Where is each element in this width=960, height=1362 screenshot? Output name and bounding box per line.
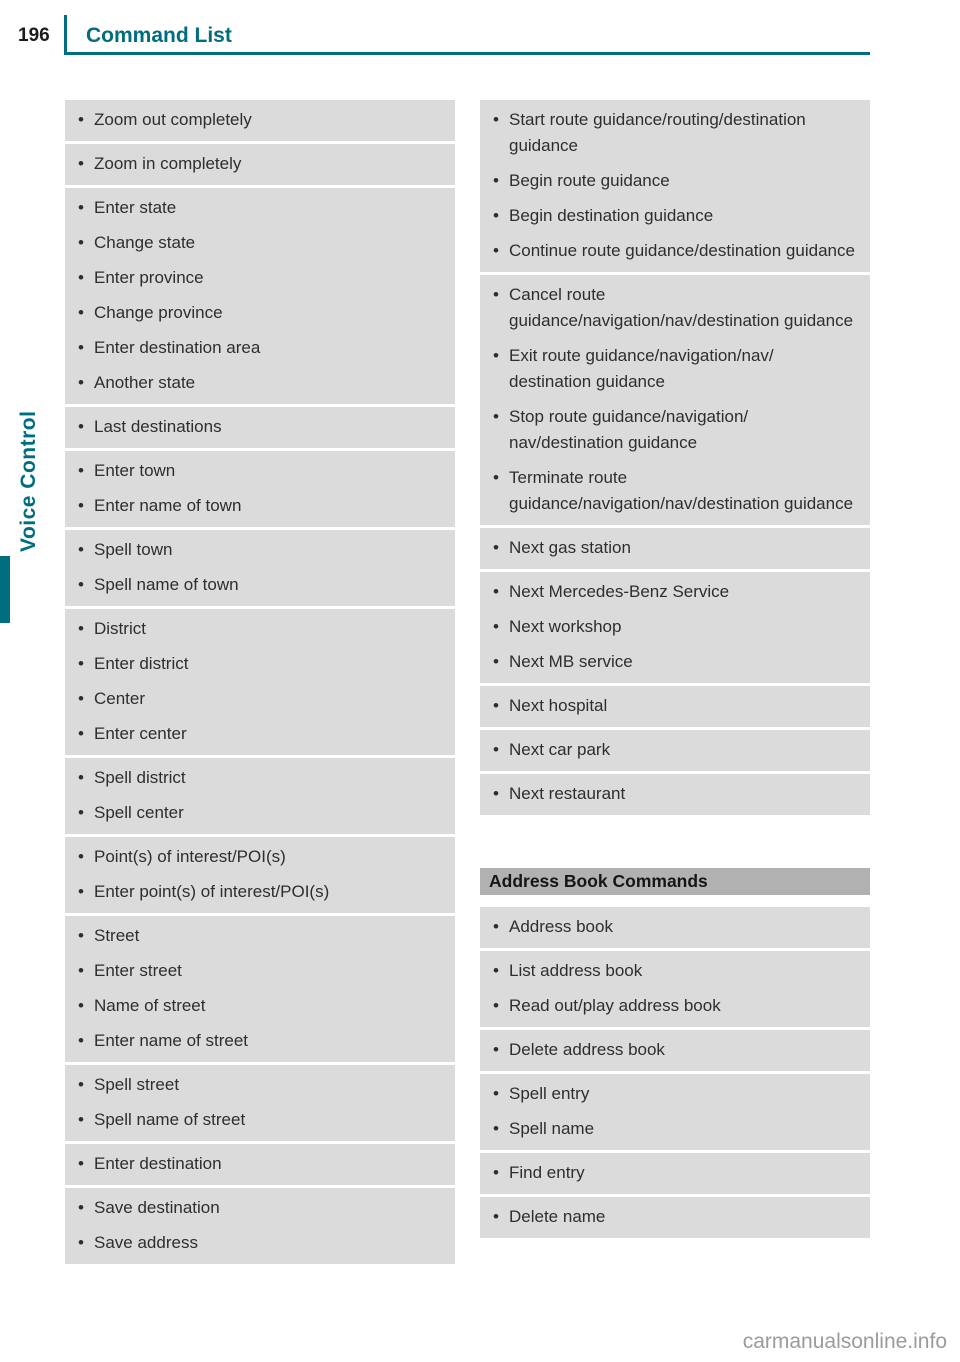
command-list	[490, 1200, 860, 1235]
command-group	[480, 1153, 870, 1194]
command-label: Enter destination area	[94, 338, 261, 357]
bullet-icon: •	[78, 1110, 84, 1129]
command-label: Spell district	[94, 768, 186, 787]
command-item	[75, 612, 445, 647]
bullet-icon: •	[493, 1163, 499, 1182]
command-list	[75, 1068, 445, 1138]
command-item	[75, 331, 445, 366]
command-list	[75, 191, 445, 401]
command-group	[65, 609, 455, 755]
command-label: Enter street	[94, 961, 182, 980]
command-list	[490, 777, 860, 812]
command-item	[75, 647, 445, 682]
bullet-icon: •	[78, 803, 84, 822]
command-label: Next Mercedes-Benz Service	[509, 582, 730, 601]
command-list	[75, 147, 445, 182]
command-list	[490, 1033, 860, 1068]
chapter-label: Voice Control	[17, 410, 40, 552]
command-list	[490, 278, 860, 522]
command-item	[75, 954, 445, 989]
bullet-icon: •	[493, 617, 499, 636]
command-label: Address book	[509, 917, 613, 936]
command-group	[480, 774, 870, 815]
command-group	[480, 100, 870, 272]
right-column	[480, 100, 870, 1238]
bullet-icon: •	[78, 882, 84, 901]
bullet-icon: •	[493, 468, 499, 487]
command-label: Enter center	[94, 724, 187, 743]
command-label: Terminate route guidance/navigation/nav/destination guidance	[509, 468, 854, 513]
command-label: Zoom out completely	[94, 110, 252, 129]
command-item	[490, 164, 860, 199]
command-group	[480, 275, 870, 525]
command-item	[490, 689, 860, 724]
bullet-icon: •	[493, 784, 499, 803]
command-label: District	[94, 619, 146, 638]
bullet-icon: •	[493, 285, 499, 304]
command-list	[75, 761, 445, 831]
command-item	[490, 777, 860, 812]
command-item	[75, 1068, 445, 1103]
command-group	[480, 730, 870, 771]
command-group	[65, 837, 455, 913]
command-label: Change state	[94, 233, 196, 252]
command-label: Next workshop	[509, 617, 622, 636]
bullet-icon: •	[78, 768, 84, 787]
command-label: Next MB service	[509, 652, 633, 671]
bullet-icon: •	[78, 654, 84, 673]
command-label: Start route guidance/routing/destination guidance	[509, 110, 806, 155]
command-list	[75, 103, 445, 138]
command-label: Begin destination guidance	[509, 206, 714, 225]
command-item	[75, 296, 445, 331]
bullet-icon: •	[78, 847, 84, 866]
bullet-icon: •	[493, 740, 499, 759]
command-label: Zoom in completely	[94, 154, 242, 173]
command-item	[490, 733, 860, 768]
command-label: Continue route guidance/destination guidance	[509, 241, 855, 260]
command-group	[480, 907, 870, 948]
bullet-icon: •	[78, 575, 84, 594]
command-label: Spell name	[509, 1119, 595, 1138]
command-group	[480, 1074, 870, 1150]
command-label: Find entry	[509, 1163, 585, 1182]
bullet-icon: •	[493, 652, 499, 671]
command-item	[75, 919, 445, 954]
command-label: Next hospital	[509, 696, 608, 715]
command-item	[490, 575, 860, 610]
bullet-icon: •	[493, 1040, 499, 1059]
bullet-icon: •	[493, 171, 499, 190]
command-label: Next restaurant	[509, 784, 626, 803]
bullet-icon: •	[78, 496, 84, 515]
command-label: Save destination	[94, 1198, 220, 1217]
command-list	[75, 454, 445, 524]
command-list	[490, 1077, 860, 1147]
command-item	[75, 454, 445, 489]
bullet-icon: •	[493, 582, 499, 601]
command-list	[75, 533, 445, 603]
command-label: Stop route guidance/navigation/ nav/destination guidance	[509, 407, 749, 452]
command-item	[75, 1024, 445, 1059]
command-item	[490, 1112, 860, 1147]
command-item	[75, 1103, 445, 1138]
command-item	[75, 568, 445, 603]
command-group	[65, 144, 455, 185]
command-group	[480, 686, 870, 727]
command-item	[75, 261, 445, 296]
bullet-icon: •	[493, 538, 499, 557]
command-item	[75, 717, 445, 752]
bullet-icon: •	[493, 1084, 499, 1103]
command-group	[480, 951, 870, 1027]
command-list	[490, 575, 860, 680]
command-item	[490, 989, 860, 1024]
command-item	[75, 191, 445, 226]
command-item	[75, 103, 445, 138]
command-list	[490, 689, 860, 724]
command-list	[75, 919, 445, 1059]
command-item	[75, 761, 445, 796]
command-label: Center	[94, 689, 146, 708]
command-item	[75, 226, 445, 261]
bullet-icon: •	[78, 338, 84, 357]
command-group	[65, 407, 455, 448]
command-group	[65, 188, 455, 404]
bullet-icon: •	[78, 198, 84, 217]
bullet-icon: •	[493, 407, 499, 426]
command-label: Exit route guidance/navigation/nav/ destination guidance	[509, 346, 774, 391]
command-item	[490, 610, 860, 645]
command-item	[75, 875, 445, 910]
header-vertical-rule	[64, 15, 67, 55]
header-horizontal-rule	[64, 52, 870, 55]
command-group	[480, 528, 870, 569]
command-item	[75, 147, 445, 182]
chapter-tab-marker	[0, 556, 10, 623]
bullet-icon: •	[78, 619, 84, 638]
command-group	[65, 451, 455, 527]
command-label: Enter destination	[94, 1154, 222, 1173]
page-number: 196	[18, 25, 50, 46]
command-label: Save address	[94, 1233, 198, 1252]
command-group	[65, 1065, 455, 1141]
bullet-icon: •	[78, 268, 84, 287]
command-label: List address book	[509, 961, 643, 980]
command-list	[75, 1147, 445, 1182]
command-list	[490, 910, 860, 945]
command-group	[480, 1197, 870, 1238]
command-item	[490, 339, 860, 400]
command-item	[75, 366, 445, 401]
section-header: Address Book Commands	[480, 868, 870, 895]
command-item	[490, 461, 860, 522]
command-item	[490, 400, 860, 461]
command-list	[75, 840, 445, 910]
command-group	[65, 530, 455, 606]
bullet-icon: •	[78, 417, 84, 436]
command-list	[490, 531, 860, 566]
command-list	[490, 103, 860, 269]
bullet-icon: •	[78, 110, 84, 129]
command-label: Delete address book	[509, 1040, 665, 1059]
command-label: Point(s) of interest/POI(s)	[94, 847, 286, 866]
bullet-icon: •	[493, 696, 499, 715]
command-list	[490, 1156, 860, 1191]
command-label: Begin route guidance	[509, 171, 670, 190]
command-label: Spell street	[94, 1075, 180, 1094]
command-label: Change province	[94, 303, 223, 322]
command-label: Spell entry	[509, 1084, 590, 1103]
command-group	[65, 1144, 455, 1185]
command-list	[490, 954, 860, 1024]
bullet-icon: •	[78, 961, 84, 980]
page-title: Command List	[86, 24, 232, 47]
bullet-icon: •	[493, 206, 499, 225]
command-label: Spell name of street	[94, 1110, 246, 1129]
bullet-icon: •	[78, 1198, 84, 1217]
bullet-icon: •	[78, 724, 84, 743]
bullet-icon: •	[78, 689, 84, 708]
command-item	[490, 910, 860, 945]
bullet-icon: •	[493, 1119, 499, 1138]
command-item	[490, 234, 860, 269]
command-item	[75, 682, 445, 717]
command-item	[490, 1200, 860, 1235]
command-list	[75, 410, 445, 445]
command-item	[75, 1191, 445, 1226]
command-label: Enter point(s) of interest/POI(s)	[94, 882, 330, 901]
command-item	[490, 199, 860, 234]
bullet-icon: •	[78, 1031, 84, 1050]
command-item	[75, 1147, 445, 1182]
bullet-icon: •	[493, 917, 499, 936]
command-item	[490, 1033, 860, 1068]
command-group	[65, 100, 455, 141]
bullet-icon: •	[493, 241, 499, 260]
command-item	[490, 103, 860, 164]
command-group	[480, 1030, 870, 1071]
command-group	[480, 572, 870, 683]
command-group	[65, 1188, 455, 1264]
command-label: Enter name of street	[94, 1031, 249, 1050]
command-label: Spell town	[94, 540, 173, 559]
command-label: Spell center	[94, 803, 184, 822]
bullet-icon: •	[493, 996, 499, 1015]
command-item	[490, 954, 860, 989]
command-label: Another state	[94, 373, 196, 392]
left-column	[65, 100, 455, 1264]
bullet-icon: •	[78, 303, 84, 322]
bullet-icon: •	[493, 961, 499, 980]
bullet-icon: •	[78, 154, 84, 173]
command-label: Cancel route guidance/navigation/nav/destination guidance	[509, 285, 854, 330]
command-item	[490, 1077, 860, 1112]
bullet-icon: •	[493, 110, 499, 129]
command-label: Next car park	[509, 740, 611, 759]
command-label: Read out/play address book	[509, 996, 721, 1015]
command-item	[75, 840, 445, 875]
bullet-icon: •	[78, 461, 84, 480]
bullet-icon: •	[78, 540, 84, 559]
command-label: Name of street	[94, 996, 206, 1015]
command-item	[75, 410, 445, 445]
command-item	[75, 1226, 445, 1261]
watermark: carmanualsonline.info	[742, 1330, 947, 1353]
bullet-icon: •	[78, 1075, 84, 1094]
command-item	[75, 989, 445, 1024]
command-item	[75, 796, 445, 831]
command-item	[490, 278, 860, 339]
bullet-icon: •	[78, 373, 84, 392]
command-label: Next gas station	[509, 538, 631, 557]
bullet-icon: •	[78, 1154, 84, 1173]
bullet-icon: •	[78, 233, 84, 252]
command-list	[75, 612, 445, 752]
bullet-icon: •	[78, 1233, 84, 1252]
command-list	[75, 1191, 445, 1261]
command-list	[490, 733, 860, 768]
command-item	[75, 489, 445, 524]
command-item	[490, 1156, 860, 1191]
bullet-icon: •	[493, 346, 499, 365]
command-item	[75, 533, 445, 568]
command-label: Spell name of town	[94, 575, 239, 594]
bullet-icon: •	[493, 1207, 499, 1226]
command-label: Enter province	[94, 268, 204, 287]
bullet-icon: •	[78, 996, 84, 1015]
command-group	[65, 916, 455, 1062]
command-item	[490, 531, 860, 566]
command-label: Street	[94, 926, 140, 945]
command-label: Enter state	[94, 198, 177, 217]
command-label: Last destinations	[94, 417, 222, 436]
command-item	[490, 645, 860, 680]
bullet-icon: •	[78, 926, 84, 945]
command-label: Enter town	[94, 461, 176, 480]
command-label: Enter district	[94, 654, 189, 673]
command-group	[65, 758, 455, 834]
command-label: Enter name of town	[94, 496, 242, 515]
command-label: Delete name	[509, 1207, 606, 1226]
